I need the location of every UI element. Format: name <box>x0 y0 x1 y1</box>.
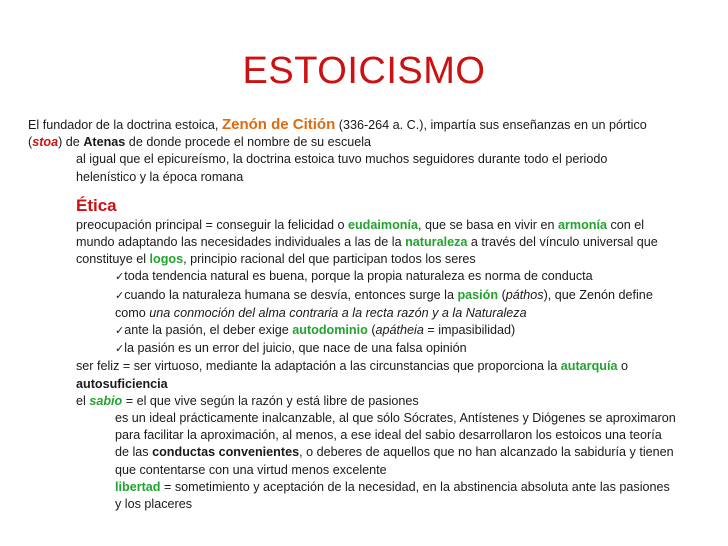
check-icon: ✓ <box>115 325 125 338</box>
intro-line-4: helenístico y la época romana <box>76 169 244 184</box>
naturaleza-term: naturaleza <box>405 235 468 250</box>
slide-content <box>28 116 708 513</box>
feliz-line-1: ser feliz = ser virtuoso, mediante la adaptación a las circunstancias que proporciona la autarquía o <box>76 359 628 374</box>
sabio-line-3: para facilitar la aproximación, al menos, a ese ideal del sabio desarrollaron los estoicos una teoría <box>115 428 662 443</box>
bullet-2-cont: como una conmoción del alma contraria a la recta razón y a la Naturaleza <box>115 305 527 320</box>
pasion-term: pasión <box>457 287 499 302</box>
libertad-line-1: libertad = sometimiento y aceptación de la necesidad, en la abstinencia absoluta ante las pasiones <box>115 479 670 494</box>
libertad-term: libertad <box>115 479 161 494</box>
intro-line-3: al igual que el epicureísmo, la doctrina estoica tuvo muchos seguidores durante todo el periodo <box>76 152 608 167</box>
sabio-line-5: que contentarse con una virtud menos excelente <box>115 462 387 477</box>
bullet-1: ✓toda tendencia natural es buena, porque la propia naturaleza es norma de conducta <box>115 269 593 284</box>
apatheia-term: apátheia <box>375 323 424 338</box>
sabio-line-2: es un ideal prácticamente inalcanzable, al que sólo Sócrates, Antístenes y Diógenes se aproximaron <box>115 411 676 426</box>
slide-title: ESTOICISMO <box>242 50 486 92</box>
feliz-line-2 <box>28 376 708 393</box>
libertad-line-2: y los placeres <box>115 497 192 512</box>
sabio-term: sabio <box>89 393 123 408</box>
etica-line-3: constituye el logos, principio racional del que participan todos los seres <box>76 252 476 267</box>
check-icon: ✓ <box>115 289 125 302</box>
sabio-line-1: el sabio = el que vive según la razón y está libre de pasiones <box>76 393 419 408</box>
atenas-term: Atenas <box>83 135 126 150</box>
bullet-2: ✓cuando la naturaleza humana se desvía, entonces surge la pasión (páthos), que Zenón define <box>115 287 653 302</box>
bullet-4: ✓la pasión es un error del juicio, que nace de una falsa opinión <box>115 341 467 356</box>
pasion-definition: una conmoción del alma contraria a la recta razón y a la Naturaleza <box>149 305 527 320</box>
eudaimonia-term: eudaimonía <box>347 217 418 232</box>
armonia-term: armonía <box>557 217 607 232</box>
autarquia-term: autarquía <box>560 359 618 374</box>
stoa-term: stoa <box>32 135 59 150</box>
zenon-name: Zenón de Citión <box>221 116 336 133</box>
intro-line-2: (stoa) de Atenas de donde procede el nombre de su escuela <box>28 135 372 150</box>
autosuficiencia-term: autosuficiencia <box>76 376 168 391</box>
intro-line-1: El fundador de la doctrina estoica, Zenón de Citión (336-264 a. C.), impartía sus enseñanzas en un pórtico <box>28 116 647 133</box>
pathos-term: páthos <box>505 287 544 302</box>
etica-line-1: preocupación principal = conseguir la felicidad o eudaimonía, que se basa en vivir en armonía con el <box>76 217 645 232</box>
check-icon: ✓ <box>115 271 125 284</box>
bullet-3: ✓ante la pasión, el deber exige autodominio (apátheia = impasibilidad) <box>115 323 516 338</box>
conductas-term: conductas convenientes <box>152 445 300 460</box>
check-icon: ✓ <box>115 343 125 356</box>
etica-heading: Ética <box>76 195 117 215</box>
sabio-line-4: de las conductas convenientes, o deberes de aquellos que no han alcanzado la sabiduría y tienen <box>115 445 674 460</box>
etica-line-2: mundo adaptando las necesidades individuales a las de la naturaleza a través del vínculo universal que <box>76 235 658 250</box>
autodominio-term: autodominio <box>292 323 368 338</box>
logos-term: logos <box>149 252 184 267</box>
